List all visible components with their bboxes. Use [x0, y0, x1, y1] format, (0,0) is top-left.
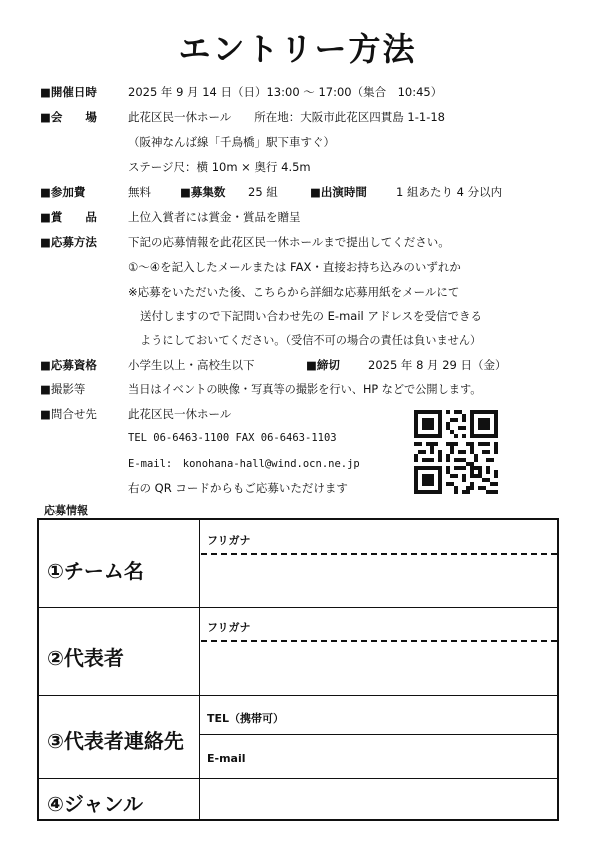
genre-field[interactable] [201, 780, 557, 821]
photo-value: 当日はイベントの映像・写真等の撮影を行い、HP などで公開します。 [128, 383, 482, 396]
prize-label: ■賞 品 [40, 210, 97, 224]
prize-value: 上位入賞者には賞金・賞品を贈呈 [128, 210, 301, 224]
venue-label: ■会 場 [40, 110, 97, 124]
method-line-1: 下記の応募情報を此花区民一休ホールまで提出してください。 [128, 235, 450, 249]
email-field[interactable] [201, 736, 557, 776]
contact-divider [200, 734, 557, 735]
contact-qr-note: 右の QR コードからもご応募いただけます [128, 481, 348, 495]
section-title: 応募情報 [44, 504, 88, 517]
tel-field[interactable] [201, 698, 557, 733]
eligibility-label: ■応募資格 [40, 358, 97, 372]
method-line-2: ①～④を記入したメールまたは FAX・直接お持ち込みのいずれか [128, 260, 461, 274]
rep-furigana-label: フリガナ [207, 621, 251, 634]
contact-tel: TEL 06-6463-1100 FAX 06-6463-1103 [128, 432, 337, 444]
page-title: エントリー方法 [178, 30, 417, 68]
method-line-4: 送付しますので下記問い合わせ先の E-mail アドレスを受信できる [140, 309, 483, 323]
venue-value: 此花区民一休ホール 所在地：大阪市此花区四貫島 1-1-18 [128, 110, 445, 124]
qr-code-icon[interactable] [414, 410, 498, 494]
contact-name: 此花区民一休ホール [128, 407, 232, 421]
contact-label: ■問合せ先 [40, 407, 97, 421]
fee-label: ■参加費 [40, 185, 86, 199]
perf-label: ■出演時間 [310, 185, 367, 199]
method-line-5: ようにしておいてください。（受信不可の場合の責任は負いません） [140, 334, 482, 347]
method-label: ■応募方法 [40, 235, 97, 249]
deadline-label: ■締切 [306, 358, 340, 372]
rep-contact-label: ③代表者連絡先 [47, 729, 184, 753]
team-name-label: ①チーム名 [47, 559, 144, 583]
photo-label: ■撮影等 [40, 382, 86, 396]
entry-form [37, 518, 559, 821]
date-label: ■開催日時 [40, 85, 97, 99]
team-name-field[interactable] [201, 556, 557, 606]
recruit-label: ■募集数 [180, 185, 226, 199]
venue-stage: ステージ尺：横 10m × 奥行 4.5m [128, 160, 311, 174]
column-divider [199, 520, 200, 819]
fee-value: 無料 [128, 185, 151, 199]
team-furigana-field[interactable] [201, 553, 557, 555]
method-line-3: ※応募をいただいた後、こちらから詳細な応募用紙をメールにて [128, 285, 460, 299]
row-divider [39, 607, 557, 608]
email-label: E-mail [207, 752, 246, 765]
deadline-value: 2025 年 8 月 29 日（金） [368, 358, 507, 372]
rep-furigana-field[interactable] [201, 640, 557, 642]
team-furigana-label: フリガナ [207, 534, 251, 547]
contact-email[interactable]: E-mail: konohana-hall@wind.ocn.ne.jp [128, 458, 360, 470]
date-value: 2025 年 9 月 14 日（日）13:00 ～ 17:00（集合 10:45） [128, 85, 443, 99]
perf-value: 1 組あたり 4 分以内 [396, 185, 503, 199]
representative-label: ②代表者 [47, 646, 124, 670]
venue-access: （阪神なんば線「千鳥橋」駅下車すぐ） [128, 135, 335, 149]
row-divider [39, 778, 557, 779]
eligibility-value: 小学生以上・高校生以下 [128, 358, 255, 372]
row-divider [39, 695, 557, 696]
genre-label: ④ジャンル [47, 792, 144, 816]
recruit-value: 25 組 [248, 185, 278, 199]
representative-field[interactable] [201, 643, 557, 693]
tel-label: TEL（携帯可） [207, 712, 285, 725]
